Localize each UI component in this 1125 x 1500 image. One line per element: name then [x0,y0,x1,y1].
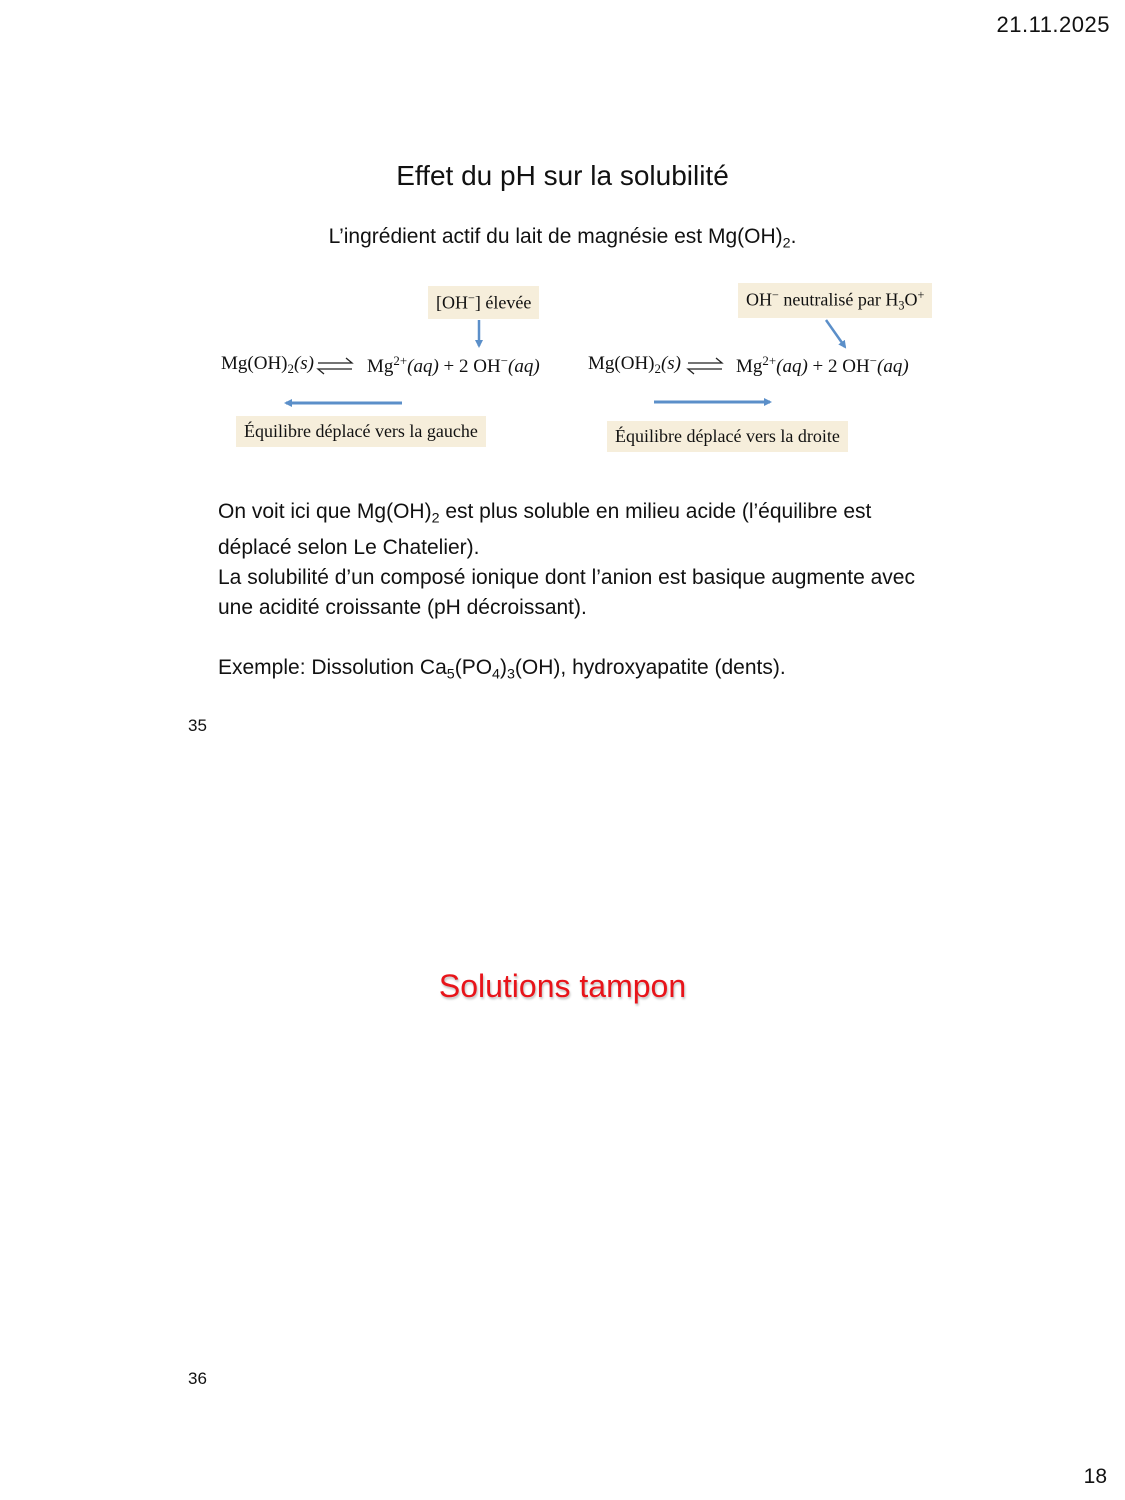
oh-neutralized-label: OH− neutralisé par $H_3O^+$ [738,283,932,318]
paragraph-basic-anion: La solubilité d’un composé ionique dont l’anion est basique augmente avec une acidité croissante (pH décroissant). [218,566,915,620]
diagonal-arrow-to-oh [826,320,845,347]
paragraph-example: Exemple: Dissolution $Ca_5(PO_4)_3(OH)$, hydroxyapatite (dents). [218,656,786,683]
page-number: 18 [1083,1465,1107,1488]
diagram-arrows [0,0,1125,480]
left-products: $Mg^{2+}(aq) + 2$ OH−(aq) [367,353,540,378]
print-date: 21.11.2025 [996,12,1110,37]
right-reactant: $Mg(OH)_2(s)$ [588,353,682,376]
explanation-text [218,497,918,690]
shift-right-label: Équilibre déplacé vers la droite [607,421,848,452]
section-title: Solutions tampon [438,968,687,1004]
shift-left-label: Équilibre déplacé vers la gauche [236,416,486,447]
intro-sentence: L’ingrédient actif du lait de magnésie est $Mg(OH)_2$. [328,225,797,252]
right-equilibrium-arrow [688,358,722,374]
left-equilibrium-arrow [318,358,352,374]
slide-number-35: 35 [188,716,207,735]
slide-title: Effet du pH sur la solubilité [396,160,729,191]
left-reactant: $Mg(OH)_2(s)$ [221,353,315,376]
slide-number-36: 36 [188,1369,207,1388]
oh-high-label: [OH−] élevée [428,286,539,319]
right-products: $Mg^{2+}(aq) + 2$ OH−(aq) [736,353,909,378]
paragraph-solubility: On voit ici que $Mg(OH)_2$ est plus soluble en milieu acide (l’équilibre est déplacé selon Le Chatelier). [218,500,872,560]
